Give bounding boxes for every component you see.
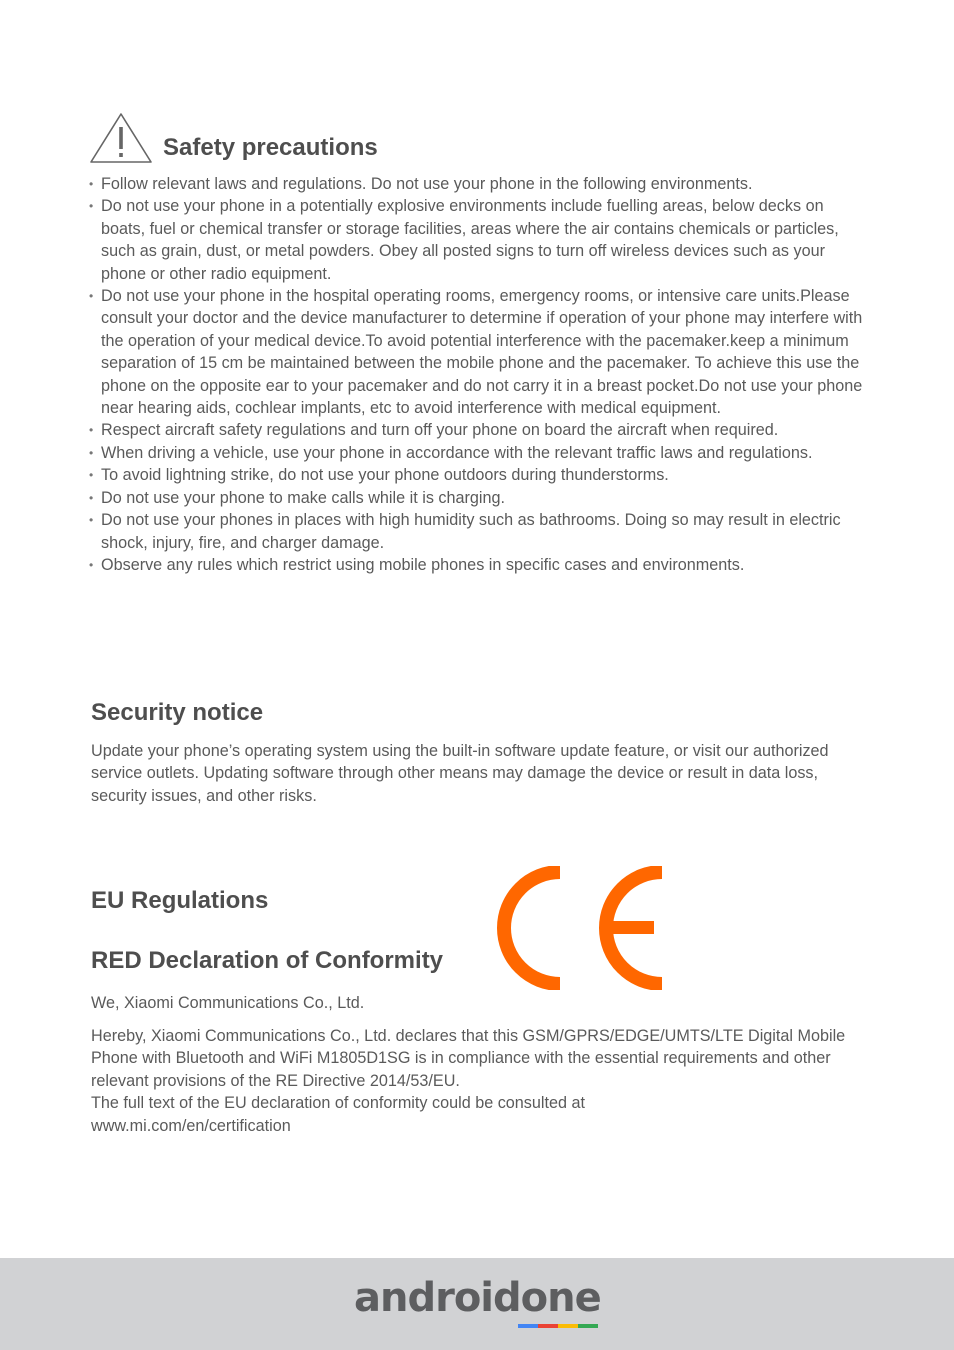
- list-item: [89, 285, 864, 419]
- logo-bar-yellow: [558, 1324, 578, 1328]
- list-item-text: Observe any rules which restrict using mobile phones in specific cases and environments.: [101, 555, 745, 574]
- bullet-icon: •: [89, 423, 94, 438]
- logo-bar-green: [578, 1324, 598, 1328]
- safety-precautions-list: [89, 173, 864, 576]
- list-item: [89, 487, 864, 509]
- declarant-text: We, Xiaomi Communications Co., Ltd.: [91, 994, 365, 1012]
- bullet-icon: •: [89, 468, 94, 483]
- bullet-icon: •: [89, 490, 94, 505]
- security-notice-text: Update your phone’s operating system using the built-in software update feature, or visit our authorized service outlets. Updating software through other means may damage the device or result in data loss, security issues, and other risks.: [91, 742, 829, 805]
- ce-mark-icon: [494, 866, 666, 990]
- android-one-logo: [354, 1276, 600, 1334]
- list-item: [89, 464, 864, 486]
- security-notice-title: Security notice: [91, 699, 264, 726]
- logo-bar-red: [538, 1324, 558, 1328]
- list-item-text: Do not use your phone in a potentially explosive environments include fuelling areas, below decks on boats, fuel or chemical transfer or storage facilities, areas where the air contains chemicals or particles, such as grain, dust, or metal powders. Obey all posted signs to turn off wireless devices such as your phone or other radio equipment.: [101, 197, 839, 283]
- list-item: [89, 173, 864, 195]
- declaration-full-text-line: The full text of the EU declaration of conformity could be consulted at: [91, 1094, 585, 1113]
- certification-url: www.mi.com/en/certification: [91, 1116, 291, 1135]
- safety-precautions-title: Safety precautions: [163, 134, 378, 161]
- declaration-text: [91, 1025, 866, 1137]
- bullet-icon: •: [89, 177, 94, 191]
- list-item-text: Follow relevant laws and regulations. Do not use your phone in the following environments.: [101, 175, 753, 193]
- logo-bar-blue: [518, 1324, 538, 1328]
- list-item: [89, 442, 864, 464]
- list-item: [89, 554, 864, 576]
- bullet-icon: •: [89, 513, 94, 528]
- declaration-body: Hereby, Xiaomi Communications Co., Ltd. declares that this GSM/GPRS/EDGE/UMTS/LTE Digital Mobile Phone with Bluetooth and WiFi M1805D1SG is in compliance with the essential requirements and other relevant provisions of the RE Directive 2014/53/EU.: [91, 1027, 846, 1090]
- list-item-text: To avoid lightning strike, do not use your phone outdoors during thunderstorms.: [101, 466, 669, 485]
- bullet-icon: •: [89, 445, 94, 460]
- bullet-icon: •: [89, 289, 94, 304]
- bullet-icon: •: [89, 557, 94, 572]
- list-item-text: Do not use your phone in the hospital operating rooms, emergency rooms, or intensive care units.Please consult your doctor and the device manufacturer to determine if operation of your phone may interfere with the operation of your medical device.To avoid potential interference with the pacemaker.keep a minimum separation of 15 cm be maintained between the mobile phone and the pacemaker. To achieve this use the phone on the opposite ear to your pacemaker and do not carry it in a breast pocket.Do not use your phone near hearing aids, cochlear implants, etc to avoid interference with medical equipment.: [101, 287, 863, 418]
- android-one-logo-text: androidone: [354, 1275, 601, 1321]
- warning-triangle-icon: [89, 112, 153, 164]
- list-item-text: When driving a vehicle, use your phone in accordance with the relevant traffic laws and regulations.: [101, 443, 813, 462]
- list-item: [89, 509, 864, 554]
- list-item-text: Do not use your phones in places with high humidity such as bathrooms. Doing so may result in electric shock, injury, fire, and charger damage.: [101, 511, 841, 552]
- list-item-text: Do not use your phone to make calls while it is charging.: [101, 488, 505, 507]
- eu-regulations-title: EU Regulations: [91, 887, 269, 914]
- list-item-text: Respect aircraft safety regulations and turn off your phone on board the aircraft when required.: [101, 421, 779, 440]
- list-item: [89, 419, 864, 441]
- bullet-icon: •: [89, 199, 94, 214]
- list-item: [89, 195, 864, 285]
- red-declaration-title: RED Declaration of Conformity: [91, 947, 444, 974]
